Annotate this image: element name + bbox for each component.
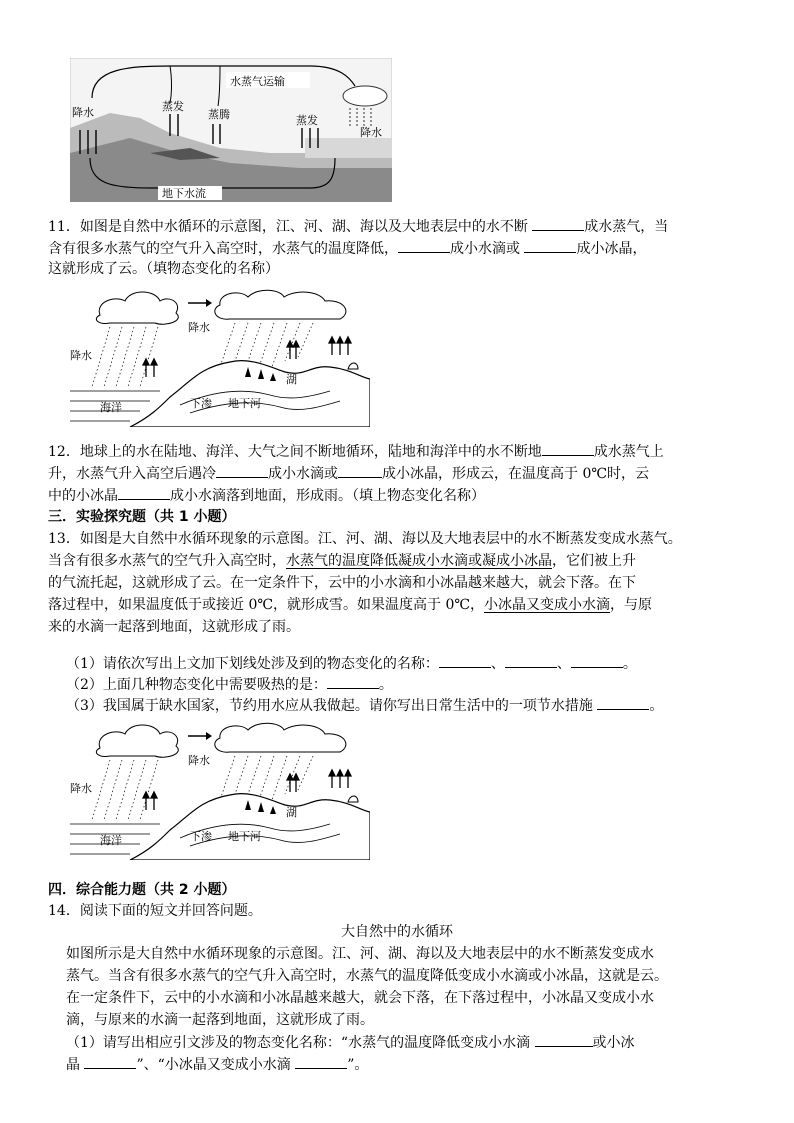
water-cycle-figure-3	[70, 720, 370, 860]
answer-blank[interactable]	[327, 674, 379, 689]
q13-line-5: 来的水滴一起落到地面，这就形成了雨。	[48, 619, 300, 635]
answer-blank[interactable]	[542, 441, 594, 456]
q13-sub-1: （1）请依次写出上文加下划线处涉及到的物态变化的名称： 、 、 。	[66, 653, 786, 674]
water-cycle-figure-1	[70, 58, 392, 202]
label-lake: 湖	[286, 373, 297, 386]
q11-line-2: 含有很多水蒸气的空气升入高空时，水蒸气的温度降低， 成小水滴或 成小冰晶，	[48, 238, 768, 259]
answer-blank[interactable]	[118, 485, 170, 500]
section-3-heading: 三．实验探究题（共 1 小题）	[48, 509, 236, 525]
label-rain-top: 降水	[188, 321, 210, 334]
label-evaporation-left: 蒸发	[162, 100, 184, 113]
q13-line-2: 当含有很多水蒸气的空气升入高空时，水蒸气的温度降低凝成小水滴或凝成小冰晶，它们被上升	[48, 553, 636, 569]
q11-line-3: 这就形成了云。（填物态变化的名称）	[48, 261, 279, 277]
answer-blank[interactable]	[597, 695, 649, 710]
answer-blank[interactable]	[571, 653, 623, 668]
label-rain-left: 降水	[70, 782, 92, 795]
label-ocean: 海洋	[100, 401, 122, 414]
answer-blank[interactable]	[532, 216, 584, 231]
section-4-heading: 四．综合能力题（共 2 小题）	[48, 882, 236, 898]
q14-sub-1-line-2: 晶 ”、“小冰晶又变成小水滴 ”。	[66, 1054, 786, 1075]
answer-blank[interactable]	[524, 238, 576, 253]
q14-passage-title: 大自然中的水循环	[341, 924, 453, 940]
label-ocean: 海洋	[100, 834, 122, 847]
answer-blank[interactable]	[216, 463, 268, 478]
q11-line-1: 11．如图是自然中水循环的示意图，江、河、湖、海以及大地表层中的水不断 成水蒸气，当	[48, 216, 768, 237]
q14-para-line-4: 滴，与原来的水滴一起落到地面，这就形成了雨。	[66, 1012, 374, 1028]
label-transpiration: 蒸腾	[208, 108, 230, 121]
q12-line-2: 升，水蒸气升入高空后遇冷 成小水滴或 成小冰晶，形成云，在温度高于 0℃时，云	[48, 463, 768, 484]
label-rain-left: 降水	[70, 349, 92, 362]
q14-para-line-1: 如图所示是大自然中水循环现象的示意图。江、河、湖、海以及大地表层中的水不断蒸发变成水	[66, 946, 654, 962]
q13-line-3: 的气流托起，这就形成了云。在一定条件下，云中的小水滴和小冰晶越来越大，就会下落。在下	[48, 575, 636, 591]
answer-blank[interactable]	[84, 1054, 136, 1069]
label-evaporation-right: 蒸发	[296, 114, 318, 127]
answer-blank[interactable]	[439, 653, 491, 668]
label-rain-right: 降水	[360, 126, 382, 139]
q14-para-line-2: 蒸气。当含有很多水蒸气的空气升入高空时，水蒸气的温度降低变成小水滴或小冰晶，这就是云。	[66, 968, 668, 984]
q13-sub-2: （2）上面几种物态变化中需要吸热的是： 。	[66, 674, 786, 695]
label-seepage: 下渗	[190, 830, 212, 843]
label-groundwater-flow: 地下水流	[162, 187, 206, 200]
label-seepage: 下渗	[190, 397, 212, 410]
label-underground-river: 地下河	[228, 397, 261, 410]
answer-blank[interactable]	[505, 653, 557, 668]
label-vapor-transport: 水蒸气运输	[230, 75, 285, 88]
underlined-phrase-2: 小冰晶又变成小水滴	[484, 597, 611, 613]
label-underground-river: 地下河	[228, 830, 261, 843]
answer-blank[interactable]	[535, 1032, 593, 1047]
answer-blank[interactable]	[295, 1054, 347, 1069]
q12-line-3: 中的小冰晶 成小水滴落到地面，形成雨。（填上物态变化名称）	[48, 485, 768, 506]
answer-blank[interactable]	[338, 463, 382, 478]
label-lake: 湖	[286, 806, 297, 819]
q12-line-1: 12．地球上的水在陆地、海洋、大气之间不断地循环，陆地和海洋中的水不断地 成水蒸气上	[48, 441, 768, 462]
label-rain-left: 降水	[72, 106, 94, 119]
q13-sub-3: （3）我国属于缺水国家，节约用水应从我做起。请你写出日常生活中的一项节水措施 。	[66, 695, 786, 716]
water-cycle-figure-2	[70, 287, 370, 427]
underlined-phrase-1: 水蒸气的温度降低凝成小水滴或凝成小冰晶	[286, 553, 552, 569]
q13-line-4: 落过程中，如果温度低于或接近 0℃，就形成雪。如果温度高于 0℃，小冰晶又变成小水滴，与原	[48, 597, 653, 613]
q14-sub-1-line-1: （1）请写出相应引文涉及的物态变化名称：“水蒸气的温度降低变成小水滴 或小冰	[66, 1032, 786, 1053]
answer-blank[interactable]	[398, 238, 450, 253]
q14-intro: 14．阅读下面的短文并回答问题。	[48, 903, 262, 919]
label-rain-top: 降水	[188, 754, 210, 767]
q13-line-1: 13．如图是大自然中水循环现象的示意图。江、河、湖、海以及大地表层中的水不断蒸发变成水蒸气。	[48, 531, 682, 547]
q14-para-line-3: 在一定条件下，云中的小水滴和小冰晶越来越大，就会下落，在下落过程中，小冰晶又变成小水	[66, 990, 654, 1006]
